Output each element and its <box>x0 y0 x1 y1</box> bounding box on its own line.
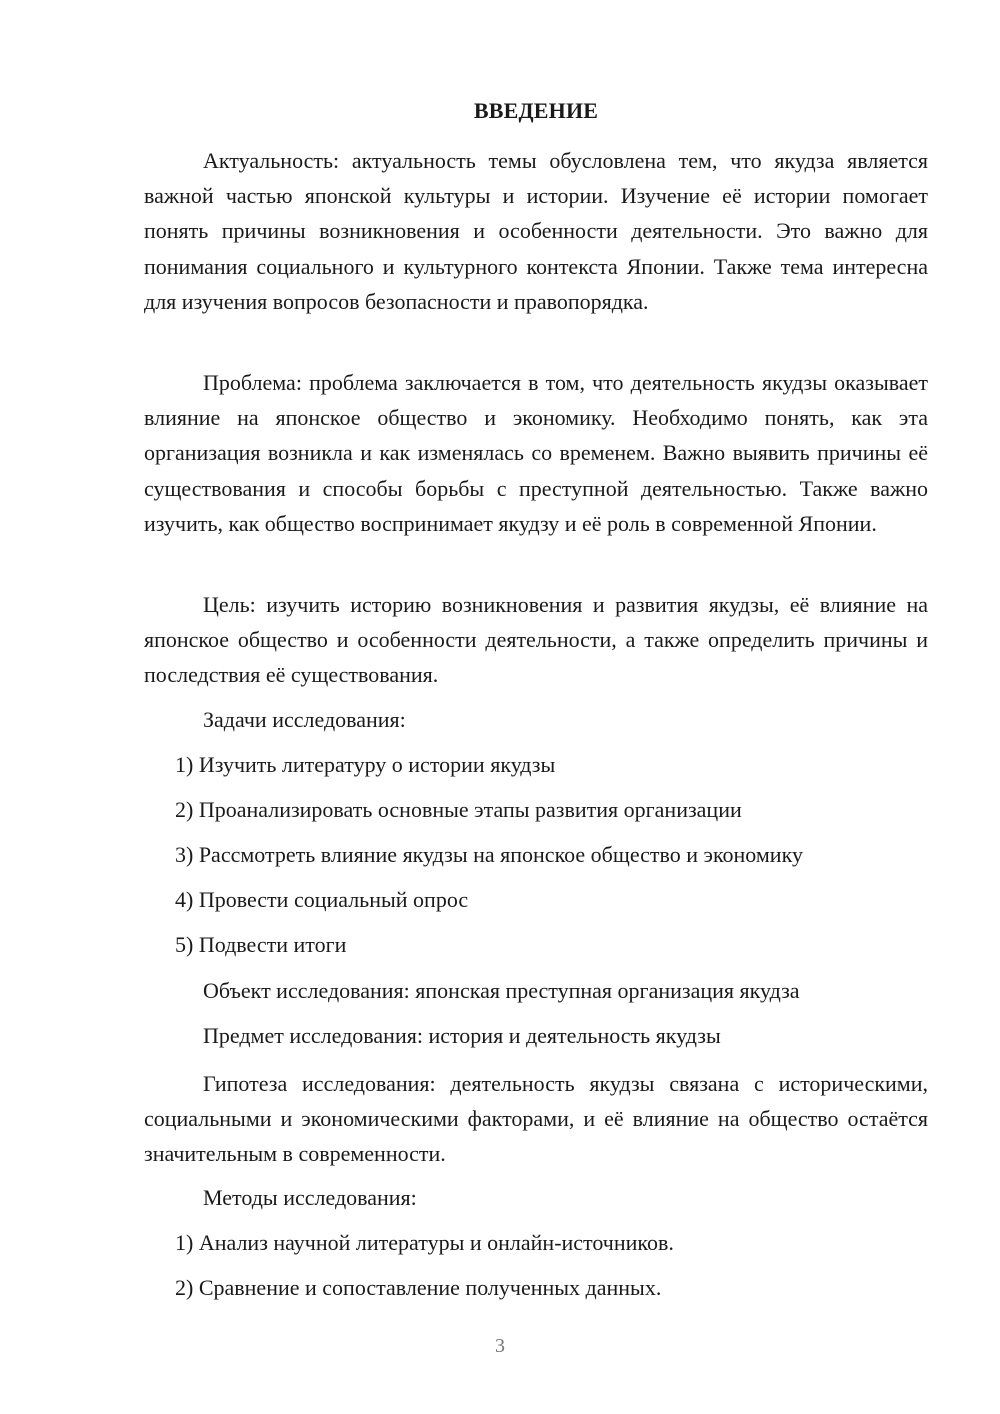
page-number: 3 <box>495 1335 505 1357</box>
method-item: 2) Сравнение и сопоставление полученных данных. <box>175 1275 662 1300</box>
paragraph-goal: Цель: изучить историю возникновения и развития якудзы, её влияние на японское общество и особенности деятельности, а также определить причины и последствия её существования. <box>144 592 928 688</box>
method-item: 1) Анализ научной литературы и онлайн-источников. <box>175 1230 674 1255</box>
task-item: 5) Подвести итоги <box>175 932 347 957</box>
paragraph-relevance: Актуальность: актуальность темы обусловлена тем, что якудза является важной частью японской культуры и истории. Изучение её истории помогает понять причины возникновения и особенности деятельности. Это важно для понимания социального и культурного контекста Японии. Также тема интересна для изучения вопросов безопасности и правопорядка. <box>144 148 928 314</box>
task-item: 4) Провести социальный опрос <box>175 887 469 912</box>
paragraph-problem: Проблема: проблема заключается в том, что деятельность якудзы оказывает влияние на японское общество и экономику. Необходимо понять, как эта организация возникла и как изменялась со временем. Важно выявить причины её существования и способы борьбы с преступной деятельностью. Также важно изучить, как общество воспринимает якудзу и её роль в современной Японии. <box>144 370 928 536</box>
task-item: 1) Изучить литературу о истории якудзы <box>175 752 556 777</box>
task-item: 2) Проанализировать основные этапы развития организации <box>175 797 742 822</box>
methods-heading: Методы исследования: <box>203 1185 417 1210</box>
tasks-heading: Задачи исследования: <box>203 707 406 732</box>
paragraph-hypothesis: Гипотеза исследования: деятельность якудзы связана с историческими, социальными и экономическими факторами, и её влияние на общество остаётся значительным в современности. <box>144 1071 928 1167</box>
research-object: Объект исследования: японская преступная организация якудза <box>203 978 800 1003</box>
research-subject: Предмет исследования: история и деятельность якудзы <box>203 1023 721 1048</box>
section-heading: ВВЕДЕНИЕ <box>473 98 599 123</box>
task-item: 3) Рассмотреть влияние якудзы на японское общество и экономику <box>175 842 803 867</box>
